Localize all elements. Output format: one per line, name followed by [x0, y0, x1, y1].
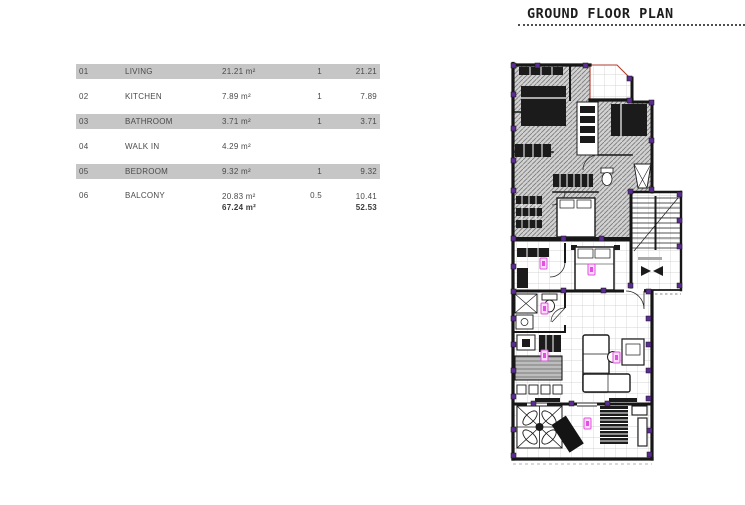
room-name: KITCHEN: [125, 92, 162, 101]
room-number: 01: [79, 67, 89, 76]
table-row: [76, 164, 380, 179]
room-name: BALCONY: [125, 191, 165, 200]
table-row: [76, 64, 380, 79]
sum-total: 52.53: [355, 203, 377, 212]
exterior-stair: [600, 406, 628, 444]
room-name: BEDROOM: [125, 167, 169, 176]
wardrobe: [517, 268, 528, 288]
area-factor: 1: [317, 167, 322, 176]
tv-unit: [622, 339, 644, 365]
area-total: 3.71: [360, 117, 377, 126]
area-total: 9.32: [360, 167, 377, 176]
counter: [539, 335, 561, 352]
room-area: 7.89 m²: [222, 92, 251, 101]
room-area: 9.32 m²: [222, 167, 251, 176]
area-factor: 0.5: [310, 191, 322, 200]
area-total: 21.21: [355, 67, 377, 76]
table-row: [76, 189, 380, 215]
room-number: 03: [79, 117, 89, 126]
room-name: WALK IN: [125, 142, 160, 151]
page-title: GROUND FLOOR PLAN: [527, 6, 674, 22]
area-schedule-table: [76, 64, 380, 215]
area-factor: 1: [317, 117, 322, 126]
title-dotted-rule: [518, 24, 745, 26]
table-row: [76, 114, 380, 129]
area-factor: 1: [317, 92, 322, 101]
area-total: 7.89: [360, 92, 377, 101]
balcony-total: 10.41: [355, 192, 377, 201]
room-area: 4.29 m²: [222, 142, 251, 151]
bed: [557, 198, 595, 237]
room-tag: [584, 418, 591, 429]
table-row: [76, 139, 380, 154]
stair-rail: [655, 196, 657, 250]
room-name: LIVING: [125, 67, 153, 76]
floor-plan-drawing: [505, 52, 695, 467]
top-balcony: [590, 65, 632, 100]
area-total: [322, 189, 377, 213]
room-number: 06: [79, 191, 89, 200]
floor-plan: [505, 52, 695, 467]
room-number: 02: [79, 92, 89, 101]
room-number: 04: [79, 142, 89, 151]
room-tag: [613, 352, 620, 363]
kitchenette: [553, 174, 593, 187]
chair: [553, 385, 562, 394]
bed: [611, 104, 647, 136]
room-name: BATHROOM: [125, 117, 173, 126]
balcony-area: 20.83 m²: [222, 192, 256, 201]
sofa-chaise: [583, 374, 630, 392]
table-row: [76, 89, 380, 104]
sink: [516, 315, 533, 329]
room-tag: [541, 350, 548, 361]
chair: [541, 385, 550, 394]
bed: [521, 86, 566, 126]
chair: [517, 385, 526, 394]
room-area: [222, 189, 298, 213]
wardrobe: [517, 248, 549, 257]
room-tag: [540, 258, 547, 269]
sum-area: 67.24 m²: [222, 203, 257, 212]
room-area: 21.21 m²: [222, 67, 256, 76]
toilet: [602, 173, 612, 186]
area-factor: 1: [317, 67, 322, 76]
room-tag: [541, 303, 548, 314]
dining-table: [515, 356, 562, 380]
room-tag: [588, 264, 595, 275]
room-area: 3.71 m²: [222, 117, 251, 126]
room-number: 05: [79, 167, 89, 176]
chair: [529, 385, 538, 394]
